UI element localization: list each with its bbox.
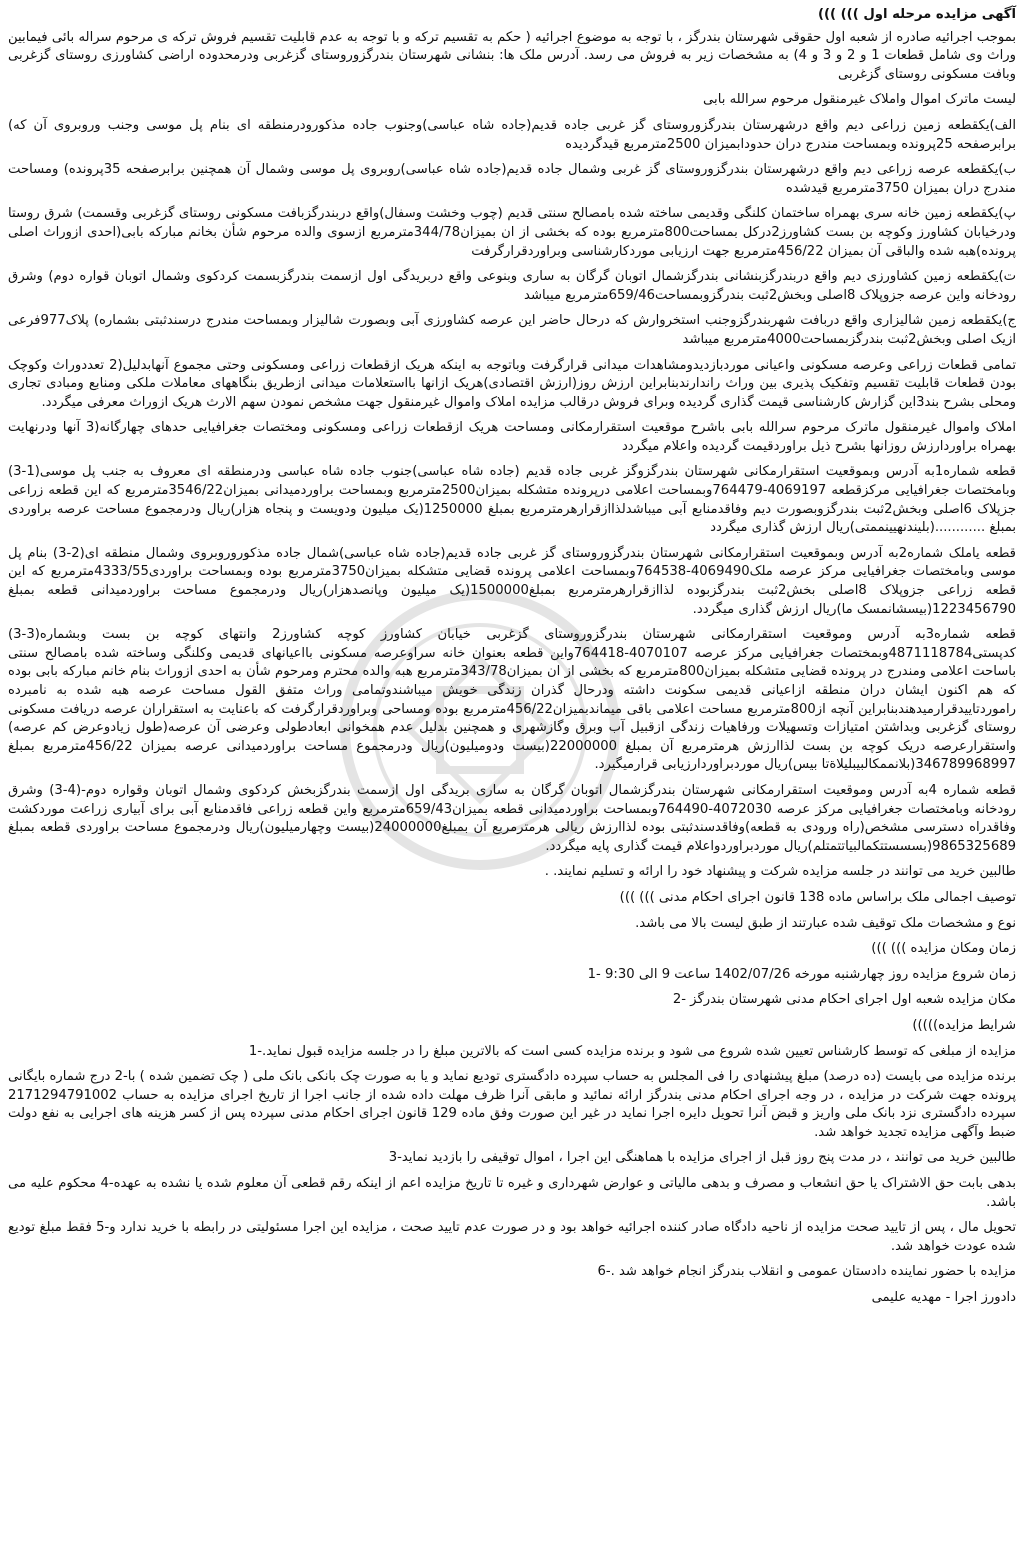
condition-1: مزایده از مبلغی که توسط کارشناس تعیین شده شروع می شود و برنده مزایده کسی است که بالاترین مبلغ را در جلسه مزایده قبول نماید.-1 [248, 1043, 1016, 1059]
invite-line: طالبین خرید می توانند در جلسه مزایده شرکت و پیشنهاد خود را ارائه و تسلیم نمایند. . [544, 864, 1016, 880]
auction-time-line: زمان شروع مزایده روز چهارشنبه مورخه 1402/07/26 ساعت 9 الی 9:30 -1 [587, 966, 1016, 982]
plot-3-paragraph: قطعه شماره3به آدرس وموقعیت استقرارمکانی شهرستان بندرگزوروستای گزغربی خیابان کشاورز کوچه کشاورز2 وانتهای کوچه بن بست وبشماره(3-3) کدپستی4871118784وبمختصات جغرافیایی مرکز عرصه 4070107-764418واین قطعه بعنوان خانه سراوعرصه مسکونی بااعیانهای قدیمی وکلنگی وساخته شده بامصالح سنتی باساحت اعلامی ومندرج در پرونده قضایی متشکله بمیزان800مترمربع که بخشی از ان بمیزان343/78مترمربع هبه والده محترم ومرحوم شأن به احدی ازوراث بنام خانم مبارکه بابی بوده که هم اکنون ایشان دران منطقه ازاعیانی قدیمی سکونت داشته ودرحال گذران زندگی خویش میباشندوتمامی وراث متفق القول مساحت عرصه هبه شده به نامبرده راموردتاییدقرارمیدهندبنابراین آنچه از800مترمربع مساحت اعلامی باقی میماندبمیزان456/22مترمربع بوده ومساحی وبراوردقرارگرفت که باعنایت به استقراران عرصه دریافت مسکونی روستای گزغربی وبداشتن امتیازات وتسهیلات ورفاهیات زندگی ازقبیل آب وبرق وگازشهری و همچنین بدلیل عدم همخوانی ابعادطولی وعرضی آن عرصه(طول زیادوعرض کم عرصه) واستقرارعرصه دریک کوچه بن بست لذاارزش هرمترمربع آن بمبلغ 22000000(بیست ودومیلیون)ریال ودرمجموع مساحت براوردمیدانی عرصه بمیزان 456/22مترمربع بمبلغ 346789968997(بلانممکالبیبلیلاةتا بیس)ریال موردبراوردارزیابی قرارمیگیرد. [8, 627, 1016, 773]
condition-2: برنده مزایده می بایست (ده درصد) مبلغ پیشنهادی را فی المجلس به حساب سپرده دادگستری تودیع نماید و یا به صورت چک بانکی بانک ملی ( چک تضمین شده ) با-2 درج شماره بایگانی پرونده جهت شرکت در مزایده ، در وجه اجرای احکام مدنی بندرگز ارائه نمائید و مابقی آنرا ظرف مهلت داده شده از جانب اجرا از تاریخ اجرای مزایده به حساب 2171294791002 سپرده دادگستری نزد بانک ملی واریز و قبض آنرا تحویل دایره اجرا نماید در غیر این صورت وفق ماده 129 قانون اجرای احکام مدنی سپرده پس از کسر هزینه های اجرایی به نفع دولت ضبط وآگهی مزایده تجدید خواهد شد. [8, 1069, 1016, 1140]
list-item-jim: ج)یکقطعه زمین شالیزاری واقع دربافت شهربندرگزوجنب استخروارش که درحال حاضر این عرصه کشاورزی آبی وبصورت شالیزار وبمساحت مندرج درسندثبتی بشماره) پلاک977فرعی ازیک اصلی وبخش2ثبت بندرگزبمساحت4000مترمربع میباشد [8, 313, 1016, 347]
condition-4: بدهی بابت حق الاشتراک یا حق انشعاب و مصرف و بدهی مالیاتی و عوارض شهرداری و غیره تا تاریخ مزایده اعم از اینکه رقم قطعی آن معلوم شده یا نشده به عهده-4 محکوم علیه می باشد. [8, 1176, 1016, 1210]
condition-5: تحویل مال ، پس از تایید صحت مزایده از ناحیه دادگاه صادر کننده اجرائیه خواهد بود و در صورت عدم تایید صحت ، مزایده این اجرا مسئولیتی در رابطه با خرید ندارد و-5 فقط مبلغ تودیع شده عودت خواهد شد. [8, 1220, 1016, 1254]
time-place-heading: زمان ومکان مزایده ))) ))) [871, 941, 1016, 957]
type-spec-line: نوع و مشخصات ملک توقیف شده عبارتند از طبق لیست بالا می باشد. [635, 915, 1016, 931]
condition-6: مزایده با حضور نماینده دادستان عمومی و انقلاب بندرگز انجام خواهد شد .-6 [597, 1264, 1016, 1280]
conditions-heading: شرایط مزایده))))) [912, 1017, 1016, 1033]
plot-1-paragraph: قطعه شماره1به آدرس وبموقعیت استقرارمکانی شهرستان بندرگزوگز غربی جاده قدیم (جاده شاه عباسی)جنوب جاده شاه عباسی ودرمنطقه ای معروف به جنب پل موسی(1-3) وبامختصات جغرافیایی مرکزقطعه 4069197-764479وبمساحت اعلامی درپرونده متشکله بمیزان2500مترمربع وبمساحت براوردمیدانی بمیزان3546/22مترمربع که این قطعه زراعی جزپلاک 6اصلی وبخش2ثبت بندرگزوبصورت دیم وفاقدمنابع آبی میباشدلذاازقرارهرمترمربع بمبلغ 1250000(یک میلیون ودویست و پنجاه هزار)ریال ودرمجموع مساحت عرصه براوردی بمبلغ ............(بلیندنهیینممتی)ریال ارزش گذاری میگردد [8, 464, 1017, 536]
signature-line: دادورز اجرا - مهدیه علیمی [871, 1290, 1016, 1306]
notice-title: آگهی مزایده مرحله اول ))) ))) [817, 7, 1016, 22]
list-title: لیست ماترک اموال واملاک غیرمنقول مرحوم سرالله بابی [703, 92, 1016, 108]
list-item-te: ت)یکقطعه زمین کشاورزی دیم واقع دربندرگزبنشانی بندرگزشمال اتوبان گرگان به ساری وبنوعی واقع دربریدگی اول ازسمت بندرگزبسمت کردکوی وشمال اتوبان قواره دوم) وشرق رودخانه واین عرصه جزوپلاک 8اصلی وبخش2ثبت بندرگزوبمساحت659/46مترمربع میباشد [8, 269, 1016, 303]
list-item-be: ب)یکقطعه عرصه زراعی دیم واقع درشهرستان بندرگزوروستای گز غربی وشمال جاده قدیم(جاده شاه عباسی)روبروی پل موسی وشمال آن همچنین برابرصفحه 35پرونده) ومساحت مندرج دران بمیزان 3750مترمربع قیدشده [8, 162, 1016, 196]
condition-3: طالبین خرید می توانند ، در مدت پنج روز قبل از اجرای مزایده با هماهنگی این اجرا ، اموال توقیفی را بازدید نماید-3 [388, 1150, 1016, 1166]
list-item-pe: پ)یکقطعه زمین خانه سری بهمراه ساختمان کلنگی وقدیمی ساخته شده بامصالح سنتی قدیم (چوب وخشت وسفال)واقع دربندرگزبافت مسکونی روستای گزغربی وقسمت) شرق روستا ودرخیابان کشاورز وکوچه بن بست کشاورز2درکل بمساحت800مترمربع بوده که بخشی از ان بمیزان344/78مترمربع ازسوی والده مرحوم شأن بخانم مبارکه بابی(احدی ازوراث اصلی پرونده)هبه شده والباقی آن بمیزان 456/22مترمربع جهت ارزیابی موردکارشناسی وبراوردقرارگرفت [8, 206, 1016, 259]
estate-paragraph: املاک واموال غیرمنقول ماترک مرحوم سرالله بابی باشرح موقعیت استقرارمکانی ومساحت هریک ازقطعات زراعی ومسکونی ومختصات جغرافیایی حدهای چهارگانه(3 آنها ودرنهایت بهمراه براوردارزش روزانها بشرح ذیل براوردقیمت گردیده واعلام میگردد [8, 420, 1016, 454]
list-item-alef: الف)یکقطعه زمین زراعی دیم واقع درشهرستان بندرگزوروستای گز غربی جاده قدیم(جاده شاه عباسی)وجنوب جاده مذکورودرمنطقه ای بنام پل موسی وجنب وروبروی آن که) برابرصفحه 25پرونده وبمساحت مندرج دران حدودابمیزان 2500مترمربع قیدگردیده [8, 117, 1016, 152]
plot-4-paragraph: قطعه شماره 4به آدرس وموقعیت استقرارمکانی شهرستان بندرگزشمال اتوبان گرگان به ساری بریدگی اول ازسمت بندرگزبخش کردکوی وشمال اتوبان وقواره دوم-(4-3) وشرق رودخانه وبامختصات جغرافیایی مرکز عرصه 4072030-764490وبمساحت براوردمیدانی قطعه بمیزان659/43مترمربع واین قطعه زراعی فاقدمنابع آبی برای آبیاری زراعت موردکشت وفاقدراه دسترسی مشخص(راه ورودی به قطعه)وفاقدسندثبتی بوده لذاارزش ریالی هرمترمربع آن بمبلغ24000000(بیست وچهارمیلیون)ریال ودرمجموع مساحت براوردی قطعه بمبلغ 9865325689(بسسستتکمالبیاتتمتلم)ریال موردبراوردواعلام قیمت گذاری پایه میگردد. [8, 782, 1017, 854]
intro-paragraph: بموجب اجرائیه صادره از شعبه اول حقوقی شهرستان بندرگز ، با توجه به موضوع اجرائیه ( حکم به تقسیم ترکه و با توجه به عدم قابلیت تقسیم فروش ترکه ی مرحوم سراله بائی فیمابین وراث وی شامل قطعات 1 و 2 و 3 و 4) به مشخصات زیر به فروش می رسد. آدرس ملک ها: بنشانی شهرستان بندرگزوروستای گزغربی ودرمحدوده اراضی کشاورزی روستای گزغربی وبافت مسکونی روستای گزغربی [8, 29, 1016, 82]
auction-place-line: مکان مزایده شعبه اول اجرای احکام مدنی شهرستان بندرگز -2 [672, 992, 1016, 1008]
article-138-line: توصیف اجمالی ملک براساس ماده 138 قانون اجرای احکام مدنی ))) ))) [619, 889, 1016, 905]
plot-2-paragraph: قطعه یاملک شماره2به آدرس وبموقعیت استقرارمکانی شهرستان بندرگزوروستای گز غربی جاده قدیم(جاده شاه عباسی)شمال جاده مذکوروروبروی وشمال منطقه ای(2-3) بنام پل موسی وبامختصات جغرافیایی مرکز عرصه ملک4069490-764538وبمساحت اعلامی پرونده قضایی متشکله بمیزان3750مترمربع بوده وبمساحت براوردی4333/55مترمربع که این قطعه زراعی جزوپلاک 8اصلی بخش2ثبت بندرگزبوده لذاازقرارهرمترمربع بمبلغ1500000(یک میلیون وپانصدهزار)ریال ودرمجموع مساحت براوردمیدانی قطعه بمبلغ 1223456790(بیسشانمسک ما)ریال ارزش گذاری میگردد. [8, 545, 1016, 617]
auction-notice [8, 6, 1016, 1558]
evaluation-paragraph: تمامی قطعات زراعی وعرصه مسکونی واعیانی موردبازدیدومشاهدات میدانی قرارگرفت وباتوجه به اینکه هریک ازقطعات زراعی ومسکونی وحتی مجموع آنهابدلیل(2 تعددوراث وکوچک بودن قطعات قابلیت تقسیم وتفکیک پذیری بین وراث راندارندبنابراین ارزش روز(ارزش اقتصادی)هریک ازانها بااستعلامات میدانی ازطریق بنگاههای معاملات ملکی ومنابع ومبادی تجاری ومحلی بشرح بند3این گزارش کارشناسی قیمت گذاری گردیده وبرای فروش درقالب مزایده املاک واموال غیرمنقول جهت مشخص نمودن سهم الارث هریک ازوراث معرفی میگردد. [8, 357, 1016, 410]
